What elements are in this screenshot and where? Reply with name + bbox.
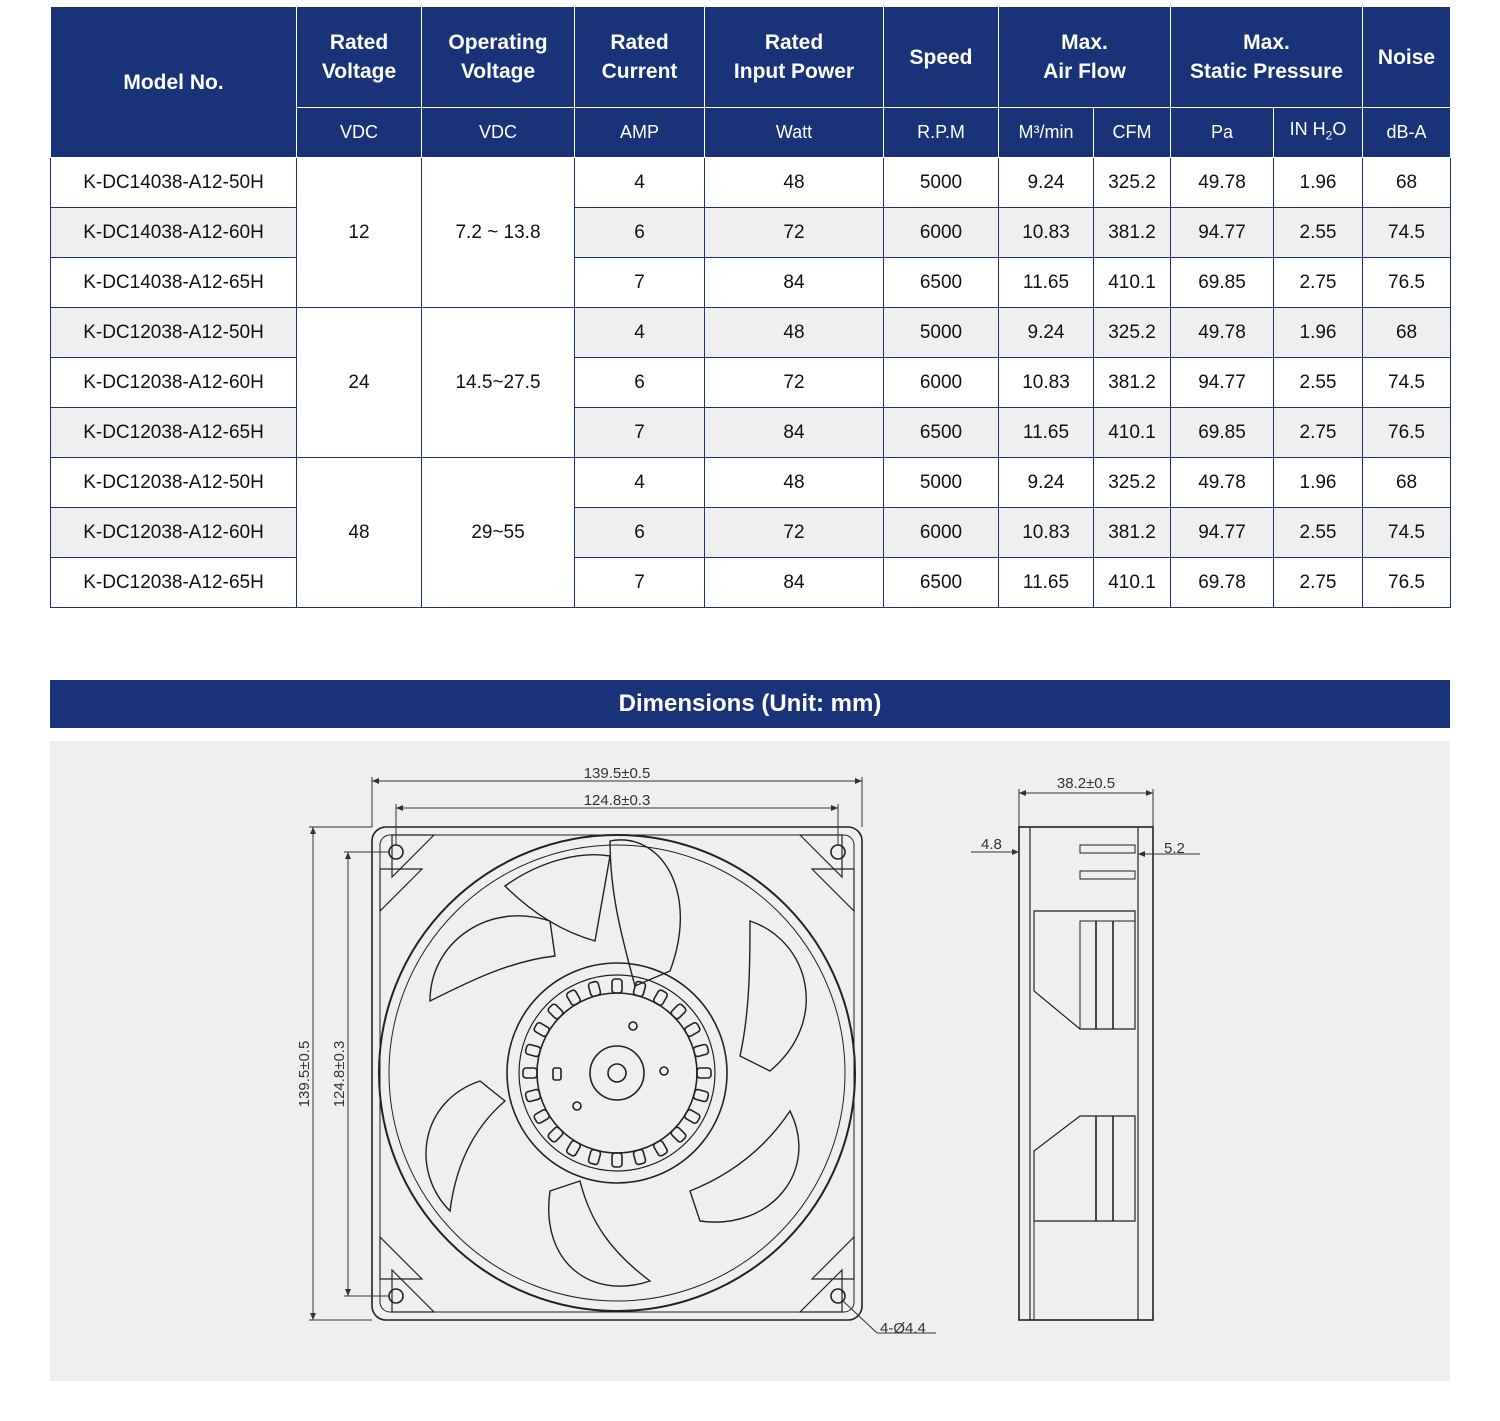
- unit-speed: R.P.M: [884, 108, 999, 158]
- cell-power: 48: [705, 158, 884, 208]
- header-rated-input-power: Rated Input Power: [705, 7, 884, 108]
- spec-table-body: [51, 158, 1451, 608]
- cell-power: 72: [705, 358, 884, 408]
- hub-slot: [547, 1126, 564, 1143]
- cell-pa: 49.78: [1171, 458, 1274, 508]
- unit-pressure-inh2o: IN $H_2O$: [1274, 108, 1363, 158]
- fan-blades: [426, 840, 806, 1286]
- cell-inh2o: 2.75: [1274, 258, 1363, 308]
- cell-cfm: 410.1: [1094, 258, 1171, 308]
- cell-power: 48: [705, 458, 884, 508]
- cell-current: 7: [575, 258, 705, 308]
- cell-inh2o: 2.55: [1274, 508, 1363, 558]
- hub-slot: [653, 989, 669, 1006]
- cell-inh2o: 1.96: [1274, 308, 1363, 358]
- cell-m3min: 9.24: [999, 458, 1094, 508]
- cell-inh2o: 2.55: [1274, 208, 1363, 258]
- cell-pa: 49.78: [1171, 158, 1274, 208]
- cell-cfm: 381.2: [1094, 208, 1171, 258]
- table-row: [51, 158, 1451, 208]
- hub-slot: [633, 1149, 646, 1165]
- cell-m3min: 11.65: [999, 408, 1094, 458]
- table-row: [51, 508, 1451, 558]
- cell-pa: 94.77: [1171, 358, 1274, 408]
- table-row: [51, 408, 1451, 458]
- cell-power: 48: [705, 308, 884, 358]
- cell-noise: 76.5: [1363, 258, 1451, 308]
- header-max-air-flow: Max. Air Flow: [999, 7, 1171, 108]
- cell-current: 7: [575, 558, 705, 608]
- hub-slot: [523, 1068, 537, 1078]
- cell-pa: 69.85: [1171, 258, 1274, 308]
- cell-speed: 6500: [884, 558, 999, 608]
- cell-current: 6: [575, 208, 705, 258]
- fan-drawing: [50, 741, 1450, 1381]
- hub-slot: [588, 1149, 601, 1165]
- unit-input-power: Watt: [705, 108, 884, 158]
- cell-cfm: 325.2: [1094, 308, 1171, 358]
- hub-slot: [525, 1089, 541, 1102]
- cell-speed: 6500: [884, 408, 999, 458]
- cell-current: 7: [575, 408, 705, 458]
- hub-slot: [653, 1140, 669, 1157]
- unit-rated-current: AMP: [575, 108, 705, 158]
- hub-slots: [523, 979, 711, 1167]
- hub-slot: [693, 1089, 709, 1102]
- unit-rated-voltage: VDC: [297, 108, 422, 158]
- dim-hole-height: 124.8±0.3: [331, 1040, 348, 1108]
- cell-m3min: 10.83: [999, 208, 1094, 258]
- cell-speed: 5000: [884, 308, 999, 358]
- cell-pa: 69.85: [1171, 408, 1274, 458]
- cell-cfm: 410.1: [1094, 558, 1171, 608]
- cell-speed: 5000: [884, 158, 999, 208]
- hub-slot: [533, 1109, 550, 1125]
- hub-slot: [566, 989, 582, 1006]
- hub-slot: [533, 1022, 550, 1038]
- unit-noise: dB-A: [1363, 108, 1451, 158]
- cell-model: K-DC12038-A12-60H: [51, 358, 297, 408]
- table-row: [51, 558, 1451, 608]
- hub-slot: [566, 1140, 582, 1157]
- cell-m3min: 10.83: [999, 358, 1094, 408]
- cell-cfm: 410.1: [1094, 408, 1171, 458]
- cell-m3min: 11.65: [999, 558, 1094, 608]
- dim-hole-width: 124.8±0.3: [583, 792, 651, 809]
- dim-outer-height: 139.5±0.5: [296, 1040, 313, 1108]
- cell-current: 6: [575, 508, 705, 558]
- cell-pa: 69.78: [1171, 558, 1274, 608]
- unit-pressure-pa: Pa: [1171, 108, 1274, 158]
- cell-speed: 6000: [884, 508, 999, 558]
- cell-model: K-DC12038-A12-50H: [51, 308, 297, 358]
- cell-inh2o: 2.75: [1274, 558, 1363, 608]
- cell-inh2o: 1.96: [1274, 158, 1363, 208]
- header-max-static-pressure: Max. Static Pressure: [1171, 7, 1363, 108]
- cell-m3min: 11.65: [999, 258, 1094, 308]
- cell-cfm: 325.2: [1094, 158, 1171, 208]
- cell-noise: 74.5: [1363, 208, 1451, 258]
- cell-noise: 68: [1363, 458, 1451, 508]
- cell-power: 84: [705, 558, 884, 608]
- hub-slot: [547, 1003, 564, 1020]
- cell-model: K-DC12038-A12-65H: [51, 558, 297, 608]
- cell-cfm: 381.2: [1094, 508, 1171, 558]
- cell-speed: 6000: [884, 208, 999, 258]
- table-row: [51, 308, 1451, 358]
- cell-current: 4: [575, 158, 705, 208]
- cell-speed: 5000: [884, 458, 999, 508]
- cell-m3min: 10.83: [999, 508, 1094, 558]
- cell-operating-voltage: 7.2 ~ 13.8: [422, 158, 575, 308]
- fan-side-view: [1019, 827, 1153, 1320]
- unit-operating-voltage: VDC: [422, 108, 575, 158]
- cell-cfm: 325.2: [1094, 458, 1171, 508]
- fan-front-view: [372, 827, 862, 1320]
- header-rated-voltage: Rated Voltage: [297, 7, 422, 108]
- cell-power: 72: [705, 508, 884, 558]
- cell-current: 4: [575, 458, 705, 508]
- hub-slot: [697, 1068, 711, 1078]
- cell-rated-voltage: 12: [297, 158, 422, 308]
- cell-speed: 6500: [884, 258, 999, 308]
- dim-outer-width: 139.5±0.5: [583, 765, 651, 782]
- cell-speed: 6000: [884, 358, 999, 408]
- cell-model: K-DC14038-A12-50H: [51, 158, 297, 208]
- cell-inh2o: 2.55: [1274, 358, 1363, 408]
- table-row: [51, 208, 1451, 258]
- cell-inh2o: 2.75: [1274, 408, 1363, 458]
- hub-slot: [612, 1153, 622, 1167]
- cell-model: K-DC12038-A12-50H: [51, 458, 297, 508]
- dim-left-rim: 4.8: [981, 836, 1002, 853]
- cell-power: 84: [705, 258, 884, 308]
- spec-table: [50, 6, 1451, 608]
- hub-slot: [693, 1044, 709, 1057]
- cell-noise: 74.5: [1363, 508, 1451, 558]
- cell-rated-voltage: 48: [297, 458, 422, 608]
- hub-slot: [684, 1109, 701, 1125]
- cell-m3min: 9.24: [999, 158, 1094, 208]
- header-operating-voltage: Operating Voltage: [422, 7, 575, 108]
- cell-m3min: 9.24: [999, 308, 1094, 358]
- table-row: [51, 258, 1451, 308]
- header-model: Model No.: [51, 7, 297, 158]
- table-row: [51, 458, 1451, 508]
- dim-depth: 38.2±0.5: [1056, 775, 1116, 792]
- cell-power: 72: [705, 208, 884, 258]
- cell-noise: 76.5: [1363, 558, 1451, 608]
- cell-noise: 68: [1363, 308, 1451, 358]
- cell-current: 6: [575, 358, 705, 408]
- cell-inh2o: 1.96: [1274, 458, 1363, 508]
- cell-noise: 74.5: [1363, 358, 1451, 408]
- cell-cfm: 381.2: [1094, 358, 1171, 408]
- unit-air-flow-cfm: CFM: [1094, 108, 1171, 158]
- dim-right-rim: 5.2: [1164, 840, 1185, 857]
- cell-model: K-DC12038-A12-65H: [51, 408, 297, 458]
- hub-slot: [670, 1003, 687, 1020]
- cell-pa: 94.77: [1171, 508, 1274, 558]
- hub-slot: [525, 1044, 541, 1057]
- cell-rated-voltage: 24: [297, 308, 422, 458]
- dimensions-title-bar: Dimensions (Unit: mm): [50, 680, 1450, 728]
- cell-operating-voltage: 29~55: [422, 458, 575, 608]
- header-rated-current: Rated Current: [575, 7, 705, 108]
- cell-operating-voltage: 14.5~27.5: [422, 308, 575, 458]
- cell-current: 4: [575, 308, 705, 358]
- header-speed: Speed: [884, 7, 999, 108]
- cell-pa: 94.77: [1171, 208, 1274, 258]
- cell-noise: 76.5: [1363, 408, 1451, 458]
- unit-air-flow-m3: M³/min: [999, 108, 1094, 158]
- table-row: [51, 358, 1451, 408]
- hub-slot: [588, 981, 601, 997]
- dimensions-panel: [50, 741, 1450, 1381]
- cell-model: K-DC12038-A12-60H: [51, 508, 297, 558]
- header-noise: Noise: [1363, 7, 1451, 108]
- hub-slot: [684, 1022, 701, 1038]
- cell-model: K-DC14038-A12-65H: [51, 258, 297, 308]
- cell-model: K-DC14038-A12-60H: [51, 208, 297, 258]
- hub-slot: [670, 1126, 687, 1143]
- cell-noise: 68: [1363, 158, 1451, 208]
- cell-pa: 49.78: [1171, 308, 1274, 358]
- dim-holes: 4-Ø4.4: [880, 1320, 926, 1337]
- hub-slot: [612, 979, 622, 993]
- cell-power: 84: [705, 408, 884, 458]
